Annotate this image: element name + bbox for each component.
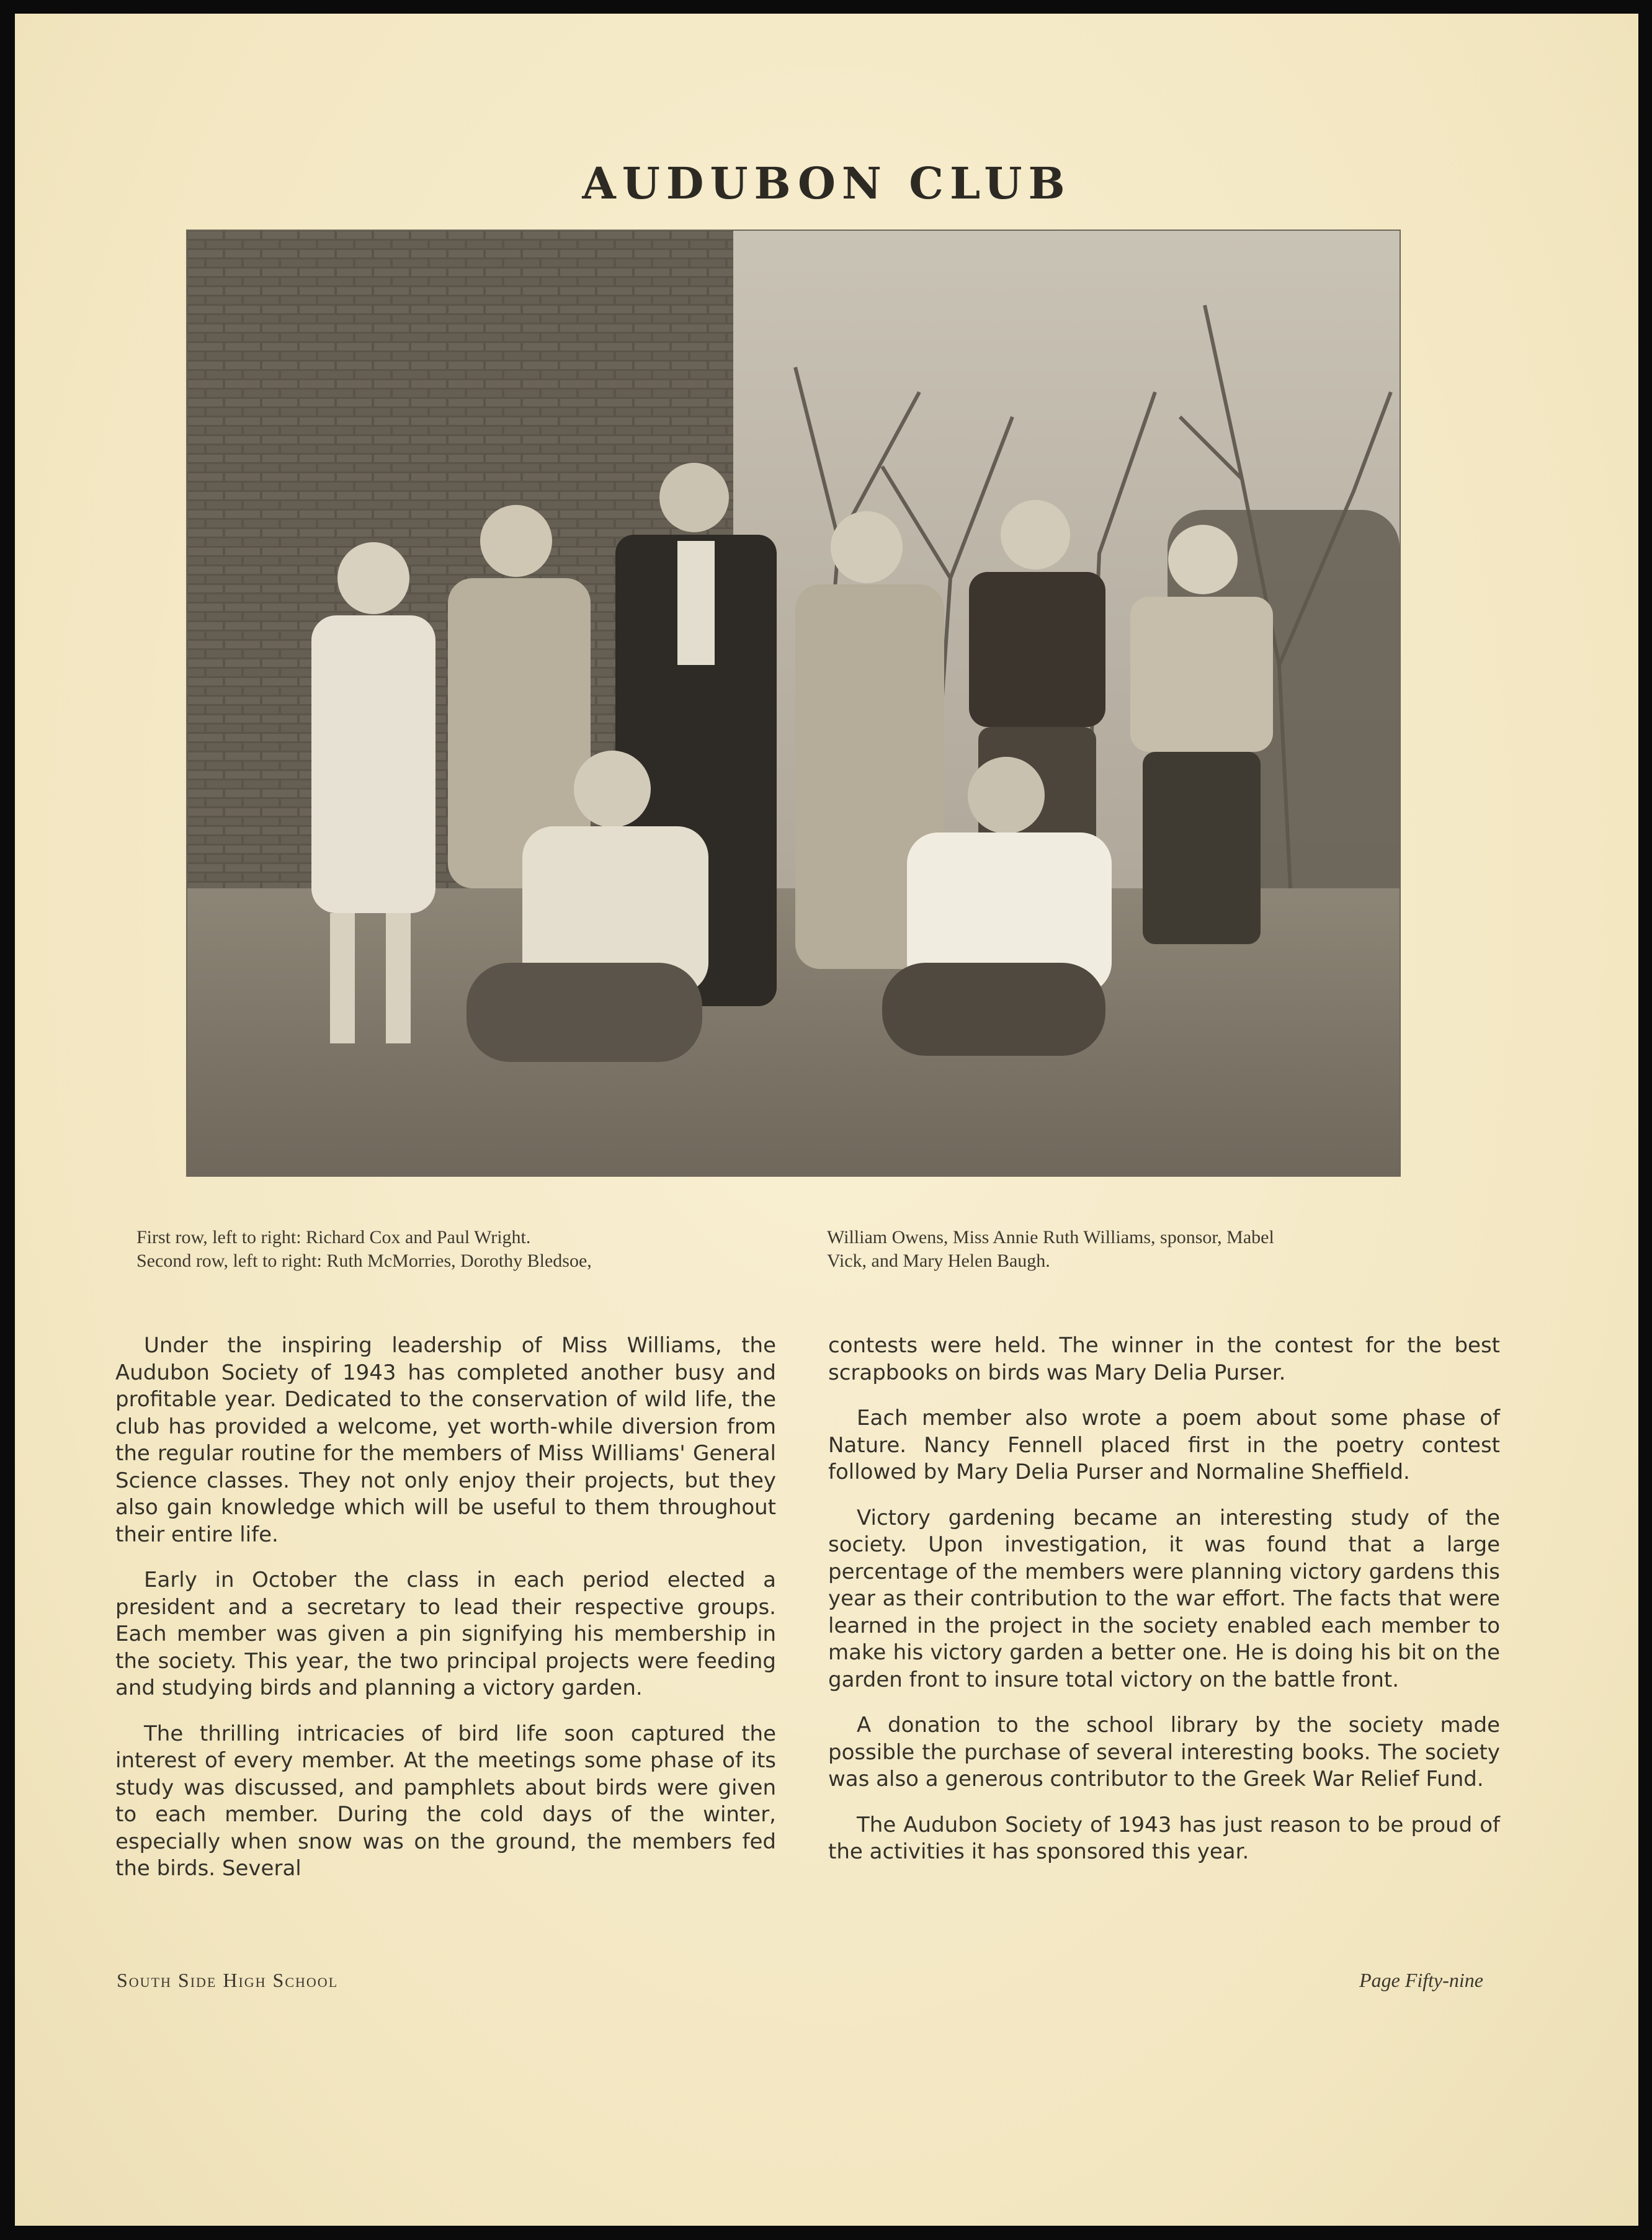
footer-page-number: Page Fifty-nine	[1359, 1969, 1483, 1991]
footer-school-name: South Side High School	[117, 1969, 339, 1991]
article-paragraph: Each member also wrote a poem about some phase of Nature. Nancy Fennell placed first in the poetry contest followed by Mary Delia Purser and Normaline Sheffield.	[828, 1406, 1500, 1484]
article-paragraph: Early in October the class in each period elected a president and a secretary to lead their respective groups. Each member was given a pin signifying his membership in the society. This year, the two principal projects were feeding and studying birds and planning a victory garden.	[115, 1568, 776, 1700]
page-title: AUDUBON CLUB	[582, 158, 1071, 209]
photo-caption-left: First row, left to right: Richard Cox and Paul Wright. Second row, left to right: Ruth McMorries, Dorothy Bledsoe,	[136, 1227, 592, 1271]
group-photo-illustration	[187, 231, 1400, 1176]
photo-caption-right: William Owens, Miss Annie Ruth Williams, sponsor, Mabel Vick, and Mary Helen Baugh.	[827, 1227, 1274, 1271]
article-column-left	[115, 1332, 776, 1901]
article-paragraph: The thrilling intricacies of bird life soon captured the interest of every member. At the meetings some phase of its study was discussed, and pamphlets about birds were given to each member. During the cold days of the winter, especially when snow was on the ground, the members fed the birds. Several	[115, 1721, 776, 1881]
article-paragraph: contests were held. The winner in the contest for the best scrapbooks on birds was Mary Delia Purser.	[828, 1333, 1500, 1385]
article-paragraph: Under the inspiring leadership of Miss Williams, the Audubon Society of 1943 has completed another busy and profitable year. Dedicated to the conservation of wild life, the club has provided a welcome, yet worth-while diversion from the regular routine for the members of Miss Williams' General Science classes. They not only enjoy their projects, but they also gain knowledge which will be useful to them throughout their entire life.	[115, 1333, 776, 1547]
article-column-right	[828, 1332, 1500, 1885]
article-paragraph: A donation to the school library by the society made possible the purchase of several interesting books. The society was also a generous contributor to the Greek War Relief Fund.	[828, 1713, 1500, 1792]
club-group-photo	[187, 231, 1400, 1176]
yearbook-page	[15, 14, 1638, 2226]
article-paragraph: The Audubon Society of 1943 has just reason to be proud of the activities it has sponsored this year.	[828, 1812, 1500, 1864]
article-paragraph: Victory gardening became an interesting study of the society. Upon investigation, it was found that a large percentage of the members were planning victory gardens this year as their contribution to the war effort. The facts that were learned in the project in the society enabled each member to make his victory garden a better one. He is doing his bit on the garden front to insure total victory on the battle front.	[828, 1505, 1500, 1692]
